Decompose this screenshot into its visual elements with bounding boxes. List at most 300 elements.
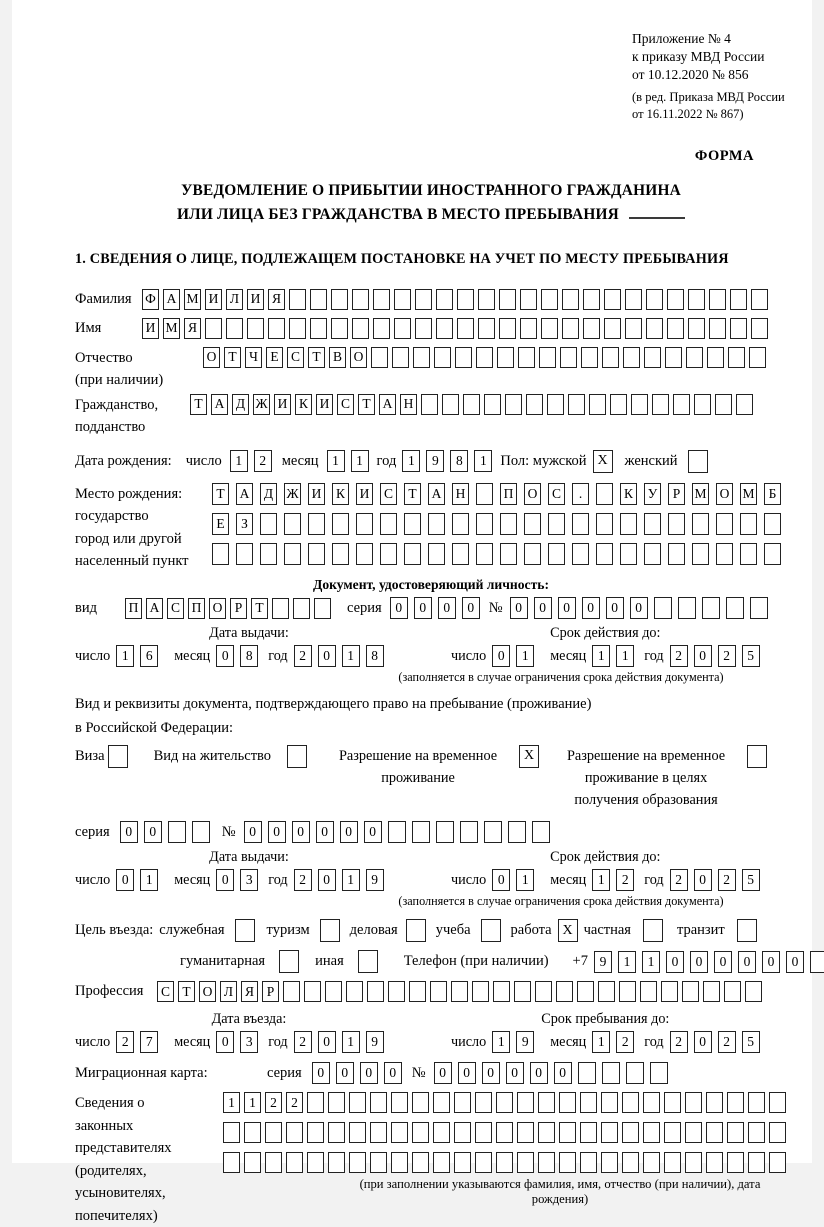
char-cell: 0: [690, 951, 708, 973]
char-cell: О: [209, 598, 226, 619]
char-cell: [328, 1152, 345, 1173]
char-cell: 2: [616, 869, 634, 891]
char-cell: Л: [226, 289, 243, 310]
form-title-line2: ИЛИ ЛИЦА БЕЗ ГРАЖДАНСТВА В МЕСТО ПРЕБЫВАНИЯ: [75, 203, 787, 227]
char-cell: Ч: [245, 347, 262, 368]
char-cell: [602, 347, 619, 368]
char-cell: 2: [254, 450, 272, 472]
char-cell: [730, 318, 747, 339]
char-cell: 1: [618, 951, 636, 973]
stay-doc-intro1: Вид и реквизиты документа, подтверждающего право на пребывание (проживание): [75, 696, 592, 713]
char-cell: И: [356, 483, 373, 505]
char-cell: [518, 347, 535, 368]
char-cell: 0: [458, 1062, 476, 1084]
char-cell: [476, 513, 493, 535]
char-cell: [547, 394, 564, 415]
char-cell: 0: [606, 597, 624, 619]
char-cell: [415, 318, 432, 339]
migration-number-cells: [434, 1062, 668, 1084]
char-cell: [370, 1152, 387, 1173]
char-cell: [572, 513, 589, 535]
char-cell: [622, 1092, 639, 1113]
birth-day-cells: [230, 450, 272, 472]
char-cell: [415, 289, 432, 310]
temp-residence-checkbox: X: [519, 745, 539, 768]
char-cell: 1: [516, 869, 534, 891]
char-cell: [476, 347, 493, 368]
char-cell: [460, 821, 478, 843]
char-cell: [625, 318, 642, 339]
char-cell: [412, 1122, 429, 1143]
char-cell: 0: [292, 821, 310, 843]
char-cell: [457, 318, 474, 339]
char-cell: 1: [140, 869, 158, 891]
purpose-work-label: работа: [510, 922, 552, 939]
char-cell: [428, 543, 445, 565]
char-cell: 0: [694, 645, 712, 667]
stay-until-items: [451, 1031, 760, 1053]
char-cell: [643, 1152, 660, 1173]
char-cell: [538, 1122, 555, 1143]
purpose-private-label: частная: [583, 922, 631, 939]
char-cell: 0: [554, 1062, 572, 1084]
char-cell: [436, 318, 453, 339]
char-cell: [356, 543, 373, 565]
char-cell: [707, 347, 724, 368]
stay-until-day-cells: [492, 1031, 534, 1053]
char-cell: [409, 981, 426, 1002]
patronymic-label: Отчество (при наличии): [75, 349, 164, 389]
char-cell: [380, 513, 397, 535]
char-cell: [610, 394, 627, 415]
char-cell: 0: [492, 645, 510, 667]
char-cell: [404, 513, 421, 535]
char-cell: [310, 289, 327, 310]
migration-card-label: Миграционная карта:: [75, 1064, 208, 1081]
given-name-row: [75, 318, 787, 339]
char-cell: [562, 289, 579, 310]
purpose-official-label: служебная: [159, 922, 225, 939]
doc-series-label: серия: [347, 599, 382, 616]
char-cell: Т: [178, 981, 195, 1002]
char-cell: [247, 318, 264, 339]
char-cell: Ж: [253, 394, 270, 415]
char-cell: [619, 981, 636, 1002]
char-cell: 0: [216, 645, 234, 667]
char-cell: [314, 598, 331, 619]
purpose-work-checkbox: X: [558, 919, 578, 942]
char-cell: [560, 347, 577, 368]
char-cell: 9: [366, 869, 384, 891]
month-label: месяц: [550, 1033, 587, 1050]
char-cell: [373, 318, 390, 339]
phone-cells: [594, 951, 824, 973]
day-label: число: [451, 871, 487, 888]
char-cell: 9: [366, 1031, 384, 1053]
char-cell: 1: [592, 645, 610, 667]
char-cell: 5: [742, 869, 760, 891]
gender-male-checkbox: X: [593, 450, 613, 473]
birth-month-label: месяц: [281, 452, 319, 469]
char-cell: [716, 513, 733, 535]
char-cell: [496, 1092, 513, 1113]
char-cell: М: [184, 289, 201, 310]
char-cell: [748, 1152, 765, 1173]
char-cell: 2: [670, 1031, 688, 1053]
char-cell: [496, 1152, 513, 1173]
char-cell: [244, 1152, 261, 1173]
char-cell: [430, 981, 447, 1002]
char-cell: [352, 289, 369, 310]
issue-day-cells: [116, 645, 158, 667]
char-cell: [524, 543, 541, 565]
migration-series-label: серия: [267, 1064, 302, 1081]
char-cell: [260, 513, 277, 535]
char-cell: [328, 1122, 345, 1143]
char-cell: [332, 513, 349, 535]
char-cell: [412, 1152, 429, 1173]
char-cell: 2: [116, 1031, 134, 1053]
char-cell: [601, 1092, 618, 1113]
expiry-year-cells: [670, 645, 760, 667]
char-cell: [559, 1152, 576, 1173]
char-cell: 0: [318, 645, 336, 667]
month-label: месяц: [174, 1033, 211, 1050]
char-cell: .: [572, 483, 589, 505]
month-label: месяц: [550, 647, 587, 664]
char-cell: [268, 318, 285, 339]
char-cell: [625, 289, 642, 310]
char-cell: А: [379, 394, 396, 415]
char-cell: 0: [336, 1062, 354, 1084]
char-cell: 0: [462, 597, 480, 619]
char-cell: 6: [140, 645, 158, 667]
char-cell: Ф: [142, 289, 159, 310]
stay-doc-intro2: в Российской Федерации:: [75, 720, 234, 737]
char-cell: [640, 981, 657, 1002]
gender-female-checkbox: [688, 450, 708, 473]
profession-cells: [157, 981, 762, 1002]
char-cell: [168, 821, 186, 843]
citizenship-cells: [190, 394, 753, 415]
char-cell: [421, 394, 438, 415]
char-cell: [750, 597, 768, 619]
char-cell: [304, 981, 321, 1002]
char-cell: [244, 1122, 261, 1143]
char-cell: [412, 821, 430, 843]
char-cell: Т: [404, 483, 421, 505]
char-cell: [272, 598, 289, 619]
char-cell: [192, 821, 210, 843]
purpose-study-label: учеба: [435, 922, 471, 939]
char-cell: 8: [240, 645, 258, 667]
char-cell: 0: [414, 597, 432, 619]
purpose-humanitarian-checkbox: [279, 950, 299, 973]
doc-series-cells: [390, 597, 480, 619]
char-cell: [751, 289, 768, 310]
char-cell: 1: [474, 450, 492, 472]
char-cell: 0: [434, 1062, 452, 1084]
char-cell: Р: [262, 981, 279, 1002]
char-cell: 0: [312, 1062, 330, 1084]
char-cell: [581, 347, 598, 368]
char-cell: [556, 981, 573, 1002]
purpose-transit-label: транзит: [676, 922, 725, 939]
purpose-humanitarian-label: гуманитарная: [180, 953, 266, 970]
stay-expiry-date-group: [451, 849, 760, 891]
char-cell: [769, 1152, 786, 1173]
char-cell: П: [125, 598, 142, 619]
char-cell: И: [142, 318, 159, 339]
char-cell: 2: [265, 1092, 282, 1113]
char-cell: [433, 1152, 450, 1173]
form-title: [75, 179, 787, 227]
char-cell: 1: [116, 645, 134, 667]
issue-date-group: [75, 625, 423, 667]
entry-day-cells: [116, 1031, 158, 1053]
legal-reps-cells-row1: [223, 1092, 787, 1113]
char-cell: 0: [630, 597, 648, 619]
char-cell: [388, 981, 405, 1002]
notification-form-page: [12, 0, 812, 1224]
char-cell: [283, 981, 300, 1002]
char-cell: [745, 981, 762, 1002]
char-cell: [236, 543, 253, 565]
char-cell: [457, 289, 474, 310]
year-label: год: [644, 871, 664, 888]
char-cell: [293, 598, 310, 619]
stay-issue-items: [75, 869, 423, 891]
form-caption: ФОРМА: [694, 147, 754, 164]
surname-row: [75, 289, 787, 310]
visit-purpose-row: [75, 919, 787, 942]
birth-place-cells-row3: [212, 543, 781, 565]
surname-cells: [142, 289, 768, 310]
char-cell: [394, 289, 411, 310]
char-cell: [650, 1062, 668, 1084]
stay-until-group: [451, 1011, 760, 1053]
char-cell: Т: [190, 394, 207, 415]
char-cell: [559, 1092, 576, 1113]
doc-number-cells: [510, 597, 768, 619]
char-cell: [602, 1062, 620, 1084]
doc-number-label: №: [488, 599, 503, 616]
char-cell: [517, 1092, 534, 1113]
char-cell: 2: [294, 869, 312, 891]
issue-date-items: [75, 645, 423, 667]
char-cell: [686, 347, 703, 368]
char-cell: [434, 347, 451, 368]
identity-doc-heading: Документ, удостоверяющий личность:: [313, 577, 549, 593]
char-cell: [391, 1122, 408, 1143]
char-cell: [568, 394, 585, 415]
birth-day-label: число: [185, 452, 222, 469]
char-cell: [596, 543, 613, 565]
birth-place-cells-row2: [212, 513, 781, 535]
char-cell: 2: [616, 1031, 634, 1053]
edu-residence-checkbox: [747, 745, 767, 768]
char-cell: [505, 394, 522, 415]
stay-expiry-heading: Срок действия до:: [550, 849, 661, 866]
legal-reps-cells-row2: [223, 1122, 787, 1143]
citizenship-row: [75, 394, 787, 439]
char-cell: [367, 981, 384, 1002]
char-cell: [678, 597, 696, 619]
purpose-business-label: деловая: [349, 922, 398, 939]
char-cell: 1: [616, 645, 634, 667]
purpose-official-checkbox: [235, 919, 255, 942]
char-cell: [289, 318, 306, 339]
char-cell: 2: [294, 645, 312, 667]
char-cell: [284, 513, 301, 535]
char-cell: С: [337, 394, 354, 415]
visit-purpose-row2: [75, 950, 799, 973]
char-cell: А: [211, 394, 228, 415]
char-cell: 0: [116, 869, 134, 891]
char-cell: [654, 597, 672, 619]
char-cell: 2: [718, 645, 736, 667]
char-cell: С: [287, 347, 304, 368]
char-cell: С: [157, 981, 174, 1002]
char-cell: [703, 981, 720, 1002]
month-label: месяц: [550, 871, 587, 888]
appendix-edition-line: (в ред. Приказа МВД России: [632, 90, 785, 105]
purpose-study-checkbox: [481, 919, 501, 942]
char-cell: Е: [212, 513, 229, 535]
char-cell: [532, 821, 550, 843]
char-cell: 1: [402, 450, 420, 472]
char-cell: [580, 1152, 597, 1173]
char-cell: Н: [452, 483, 469, 505]
entry-date-heading: Дата въезда:: [211, 1011, 287, 1028]
char-cell: [572, 543, 589, 565]
char-cell: [644, 543, 661, 565]
char-cell: [391, 1092, 408, 1113]
char-cell: 1: [592, 869, 610, 891]
char-cell: А: [236, 483, 253, 505]
char-cell: 1: [230, 450, 248, 472]
char-cell: 1: [516, 645, 534, 667]
legal-reps-row: [75, 1092, 787, 1227]
appendix-line: к приказу МВД России: [632, 48, 765, 64]
char-cell: 0: [534, 597, 552, 619]
char-cell: [644, 347, 661, 368]
char-cell: [223, 1122, 240, 1143]
char-cell: М: [163, 318, 180, 339]
char-cell: 2: [670, 869, 688, 891]
char-cell: О: [524, 483, 541, 505]
char-cell: [730, 289, 747, 310]
char-cell: А: [146, 598, 163, 619]
char-cell: [404, 543, 421, 565]
char-cell: [346, 981, 363, 1002]
char-cell: [583, 289, 600, 310]
char-cell: [764, 513, 781, 535]
char-cell: [331, 318, 348, 339]
char-cell: [289, 289, 306, 310]
char-cell: [478, 289, 495, 310]
appendix-edition-line: от 16.11.2022 № 867): [632, 106, 744, 121]
char-cell: [580, 1122, 597, 1143]
char-cell: Я: [241, 981, 258, 1002]
doc-kind-label: вид: [75, 599, 97, 616]
surname-label: Фамилия: [75, 290, 132, 307]
issue-month-cells: [216, 645, 258, 667]
char-cell: [307, 1152, 324, 1173]
stay-expiry-items: [451, 869, 760, 891]
visa-checkbox: [108, 745, 128, 768]
legal-reps-cell-rows: [223, 1092, 787, 1207]
char-cell: [373, 289, 390, 310]
char-cell: [596, 483, 613, 505]
char-cell: [562, 318, 579, 339]
stay-number-label: №: [221, 823, 236, 840]
birth-year-cells: [402, 450, 492, 472]
char-cell: [559, 1122, 576, 1143]
purpose-other-checkbox: [358, 950, 378, 973]
char-cell: [706, 1092, 723, 1113]
doc-kind-cells: [125, 598, 331, 619]
day-label: число: [451, 1033, 487, 1050]
char-cell: [325, 981, 342, 1002]
char-cell: [810, 951, 824, 973]
char-cell: 0: [482, 1062, 500, 1084]
char-cell: [497, 347, 514, 368]
char-cell: 0: [762, 951, 780, 973]
form-title-line1: УВЕДОМЛЕНИЕ О ПРИБЫТИИ ИНОСТРАННОГО ГРАЖДАНИНА: [181, 181, 681, 199]
birth-date-label: Дата рождения:: [75, 452, 172, 469]
stay-number-cells: [244, 821, 550, 843]
char-cell: [308, 513, 325, 535]
char-cell: [205, 318, 222, 339]
char-cell: [716, 543, 733, 565]
char-cell: 5: [742, 645, 760, 667]
stay-doc-options-row: [75, 745, 787, 811]
appendix-edition-block: [632, 89, 817, 122]
char-cell: 0: [316, 821, 334, 843]
purpose-tourism-checkbox: [320, 919, 340, 942]
stay-until-heading: Срок пребывания до:: [541, 1011, 670, 1028]
char-cell: 1: [223, 1092, 240, 1113]
char-cell: [392, 347, 409, 368]
appendix-block: [632, 30, 812, 83]
edu-residence-label: Разрешение на временное проживание в целях получения образования: [566, 747, 726, 809]
residence-permit-label: Вид на жительство: [153, 747, 272, 764]
char-cell: Л: [220, 981, 237, 1002]
char-cell: [623, 347, 640, 368]
char-cell: [478, 318, 495, 339]
char-cell: [352, 318, 369, 339]
char-cell: [694, 394, 711, 415]
char-cell: М: [692, 483, 709, 505]
stay-until-year-cells: [670, 1031, 760, 1053]
char-cell: [452, 513, 469, 535]
char-cell: [764, 543, 781, 565]
char-cell: 0: [268, 821, 286, 843]
char-cell: 0: [364, 821, 382, 843]
char-cell: В: [329, 347, 346, 368]
char-cell: 1: [592, 1031, 610, 1053]
stay-doc-dates-row: [75, 849, 787, 891]
char-cell: [727, 1152, 744, 1173]
char-cell: [644, 513, 661, 535]
patronymic-cells: [203, 347, 766, 368]
char-cell: [475, 1152, 492, 1173]
year-label: год: [268, 647, 288, 664]
stay-expiry-day-cells: [492, 869, 534, 891]
char-cell: 1: [244, 1092, 261, 1113]
char-cell: [548, 543, 565, 565]
